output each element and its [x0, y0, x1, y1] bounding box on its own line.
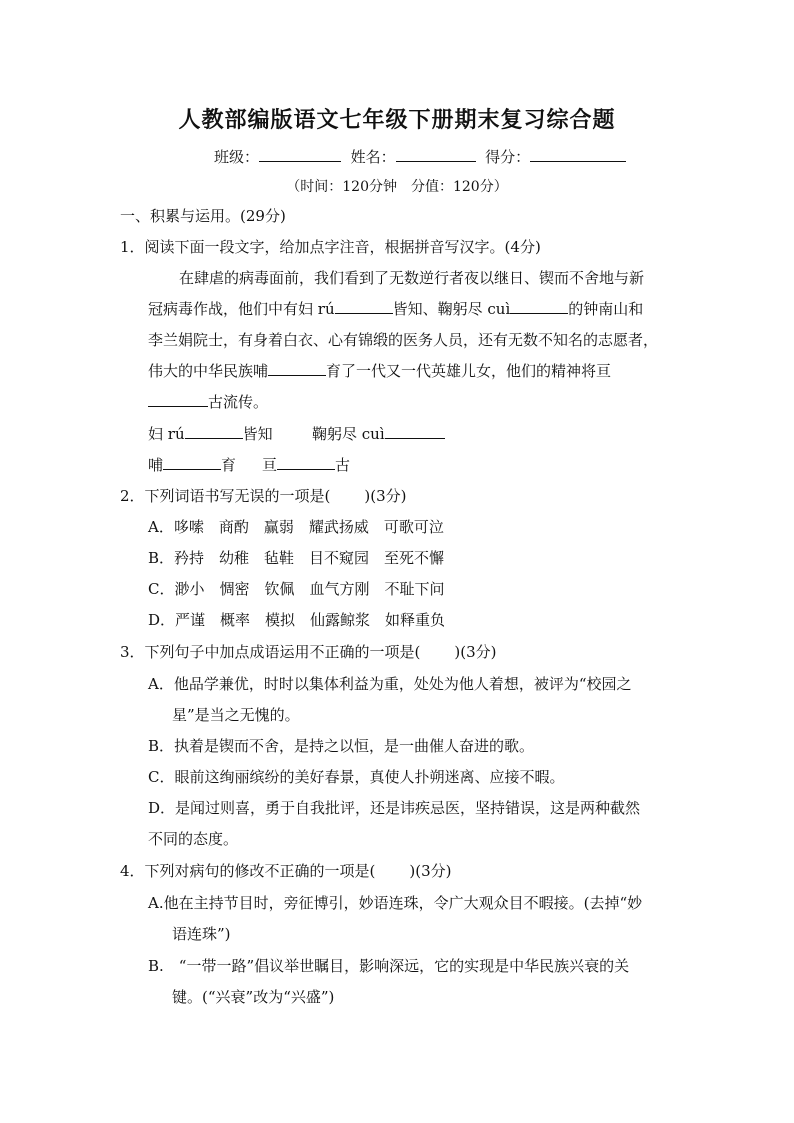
q3-option-d-line-2: 不同的态度。	[148, 830, 239, 848]
q1-answer-row-2b	[262, 455, 350, 475]
q3-option-a-line-2: 星”是当之无愧的。	[172, 706, 300, 724]
q1-answer-label: 妇 rú	[148, 425, 185, 443]
q4-stem-text: 4．下列对病句的修改不正确的一项是(	[120, 862, 376, 880]
q1-passage-line-1: 在肆虐的病毒面前，我们看到了无数逆行者夜以继日、锲而不舍地与新	[179, 269, 645, 287]
q4-option-b-line-2: 键。(“兴衰”改为“兴盛”)	[172, 988, 335, 1006]
q4-option-a-line-2: 语连珠”)	[172, 925, 231, 943]
q3-stem	[120, 642, 497, 662]
q4-option-a-line-1: A.他在主持节目时，旁征博引，妙语连珠，令广大观众目不暇接。(去掉“妙	[148, 894, 643, 912]
name-blank[interactable]	[396, 147, 476, 162]
q4-option-b-line-1: B. “一带一路”倡议举世瞩目，影响深远，它的实现是中华民族兴衰的关	[148, 957, 630, 975]
class-label: 班级：	[214, 148, 260, 166]
q1-answer-label: 鞠躬尽 cuì	[312, 425, 385, 443]
time-score-info: （时间：120分钟 分值：120分）	[286, 179, 508, 195]
q2-option-d: D．严谨 概率 模拟 仙露鲸浆 如释重负	[148, 611, 446, 629]
student-info-line	[214, 146, 626, 167]
q2-stem	[120, 486, 407, 506]
q1-text: 古流传。	[208, 393, 269, 411]
q1-text: 冠病毒作战，他们中有妇 rú	[148, 300, 335, 318]
class-blank[interactable]	[259, 147, 341, 162]
q1-answer-label: 古	[335, 456, 351, 474]
q1-passage-blank-4	[148, 392, 208, 407]
q1-answer-blank-1[interactable]	[185, 424, 243, 439]
q3-stem-text: )(3分)	[454, 643, 497, 661]
q3-stem-text: 3．下列句子中加点成语运用不正确的一项是(	[120, 643, 421, 661]
section-heading: 一、积累与运用。(29分)	[120, 207, 286, 225]
q1-answer-row-1	[148, 424, 273, 444]
q1-passage-blank-3	[268, 361, 326, 376]
q1-answer-blank-3[interactable]	[163, 455, 221, 470]
q1-answer-blank-4[interactable]	[277, 455, 335, 470]
name-label: 姓名：	[350, 148, 396, 166]
q1-passage-line-2	[148, 299, 643, 319]
q2-stem-text: 2．下列词语书写无误的一项是(	[120, 487, 331, 505]
q1-answer-label: 亘	[262, 456, 278, 474]
q2-stem-text: )(3分)	[364, 487, 407, 505]
q1-stem: 1．阅读下面一段文字，给加点字注音，根据拼音写汉字。(4分)	[120, 238, 541, 256]
q4-stem-text: )(3分)	[409, 862, 452, 880]
q1-passage-line-4	[148, 361, 611, 381]
q2-option-c: C．渺小 惆密 钦佩 血气方刚 不耻下问	[148, 580, 445, 598]
q1-passage-blank-1	[335, 299, 393, 314]
q3-option-d-line-1: D．是闻过则喜，勇于自我批评，还是讳疾忌医，坚持错误，这是两种截然	[148, 799, 641, 817]
q1-answer-label: 育	[221, 456, 237, 474]
page-title: 人教部编版语文七年级下册期末复习综合题	[178, 108, 616, 133]
q3-option-c: C．眼前这绚丽缤纷的美好春景，真使人扑朔迷离、应接不暇。	[148, 768, 565, 786]
q1-text: 的钟南山和	[568, 300, 644, 318]
q4-stem	[120, 861, 452, 881]
q1-passage-blank-2	[510, 299, 568, 314]
q1-text: 育了一代又一代英雄儿女，他们的精神将亘	[326, 362, 612, 380]
q1-passage-line-5	[148, 392, 268, 412]
q1-answer-blank-2[interactable]	[385, 424, 445, 439]
q1-answer-label: 哺	[148, 456, 164, 474]
q2-option-b: B．矜持 幼稚 毡鞋 目不窥园 至死不懈	[148, 549, 445, 567]
q1-answer-row-1b	[312, 424, 445, 444]
q1-text: 伟大的中华民族哺	[148, 362, 269, 380]
q1-passage-line-3: 李兰娟院士，有身着白衣、心有锦缎的医务人员，还有无数不知名的志愿者，	[148, 331, 659, 349]
q2-option-a: A．哆嗦 商酌 赢弱 耀武扬威 可歌可泣	[148, 518, 444, 536]
score-blank[interactable]	[530, 147, 626, 162]
score-label: 得分：	[485, 148, 531, 166]
q3-option-b: B．执着是锲而不舍，是持之以恒，是一曲催人奋进的歌。	[148, 737, 535, 755]
q1-text: 皆知、鞠躬尽 cuì	[392, 300, 511, 318]
q3-option-a-line-1: A．他品学兼优，时时以集体利益为重，处处为他人着想，被评为“校园之	[148, 675, 632, 693]
q1-answer-row-2	[148, 455, 236, 475]
q1-answer-label: 皆知	[242, 425, 273, 443]
